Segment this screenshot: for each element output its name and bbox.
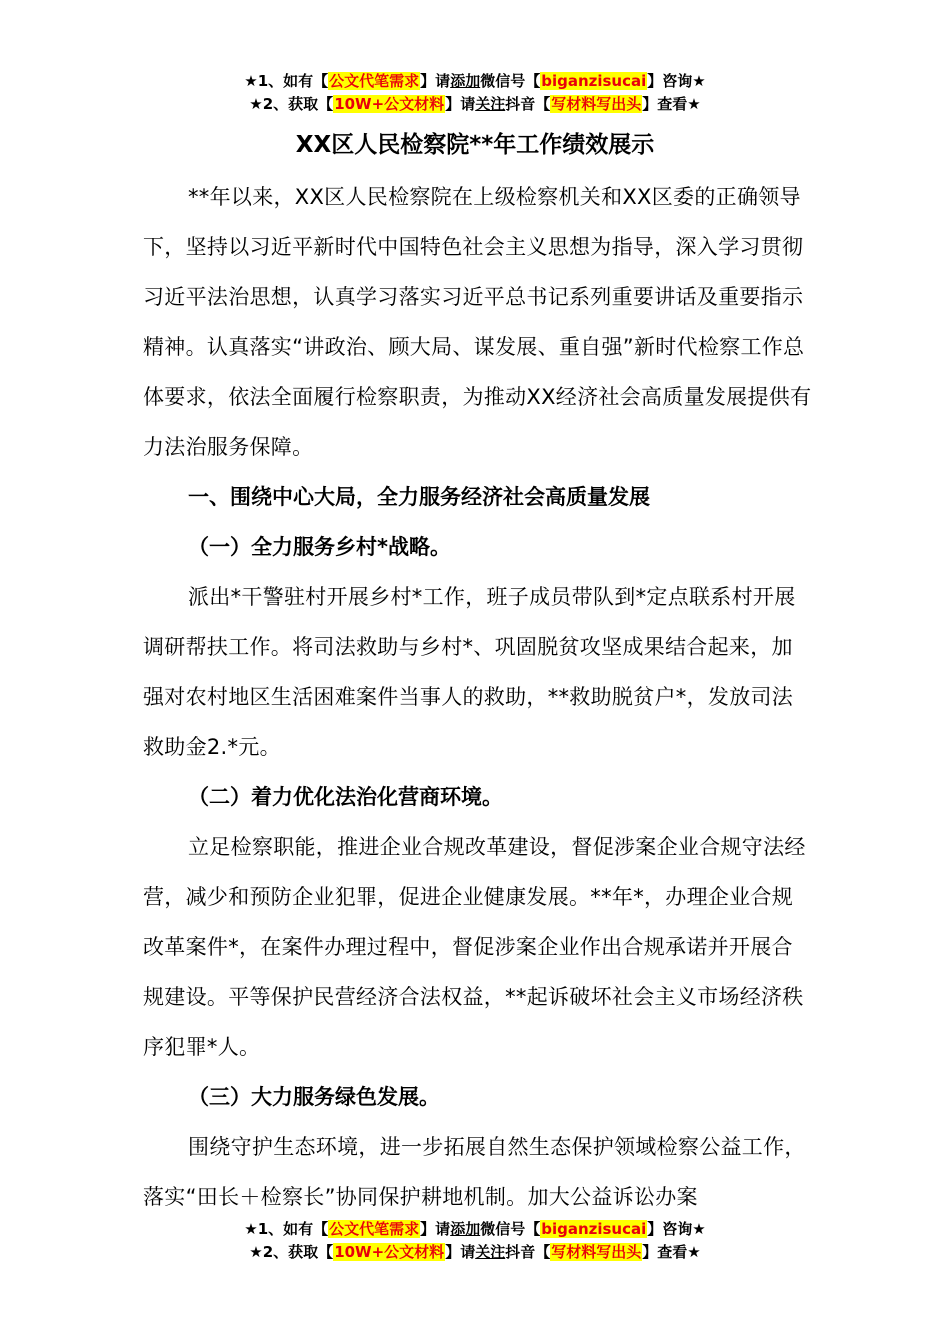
banner-text: ★2、获取【 [249, 1243, 334, 1261]
banner-text: 】咨询★ [647, 72, 706, 90]
banner-highlight: 公文代笔需求 [329, 1220, 420, 1238]
banner-line-2 [0, 93, 950, 116]
banner-text: 】查看★ [642, 1243, 701, 1261]
subsection-heading: （一）全力服务乡村*战略。 [188, 535, 451, 559]
document-body [143, 172, 813, 1222]
banner-text: 】请 [445, 1243, 476, 1261]
document-title: XX区人民检察院**年工作绩效展示 [295, 132, 655, 158]
banner-highlight: 写材料写出头 [551, 1243, 642, 1261]
subsection-heading: （三）大力服务绿色发展。 [188, 1085, 440, 1109]
subsection-paragraph: 围绕守护生态环境，进一步拓展自然生态保护领域检察公益工作，落实“田长＋检察长”协同保护耕地机制。加大公益诉讼办案 [143, 1135, 806, 1209]
banner-text: 】请 [420, 72, 451, 90]
intro-paragraph: **年以来，XX区人民检察院在上级检察机关和XX区委的正确领导下，坚持以习近平新时代中国特色社会主义思想为指导，深入学习贯彻习近平法治思想，认真学习落实习近平总书记系列重要讲话及重要指示精神。认真落实“讲政治、顾大局、谋发展、重自强”新时代检察工作总体要求，依法全面履行检察职责，为推动XX经济社会高质量发展提供有力法治服务保障。 [143, 185, 812, 459]
banner-text: 微信号【 [480, 72, 541, 90]
banner-text: ★2、获取【 [249, 95, 334, 113]
banner-underlined: 关注 [475, 1243, 506, 1261]
banner-highlight: 公文代笔需求 [329, 72, 420, 90]
banner-text: 】查看★ [642, 95, 701, 113]
banner-highlight: 10W+公文材料 [334, 1243, 445, 1261]
banner-line-1 [0, 70, 950, 93]
banner-highlight: biganzisucai [541, 72, 647, 90]
subsection-paragraph: 派出*干警驻村开展乡村*工作，班子成员带队到*定点联系村开展调研帮扶工作。将司法救助与乡村*、巩固脱贫攻坚成果结合起来，加强对农村地区生活困难案件当事人的救助，**救助脱贫户*，发放司法救助金2.*元。 [143, 585, 796, 759]
bottom-banner [0, 1218, 950, 1264]
banner-text: ★1、如有【 [244, 1220, 329, 1238]
banner-text: 】请 [420, 1220, 451, 1238]
banner-text: 微信号【 [480, 1220, 541, 1238]
banner-underlined: 添加 [450, 72, 481, 90]
top-banner [0, 70, 950, 116]
banner-text: 抖音【 [505, 1243, 551, 1261]
banner-text: 抖音【 [505, 95, 551, 113]
banner-text: ★1、如有【 [244, 72, 329, 90]
banner-text: 】咨询★ [647, 1220, 706, 1238]
banner-highlight: 写材料写出头 [551, 95, 642, 113]
banner-highlight: 10W+公文材料 [334, 95, 445, 113]
banner-line-1 [0, 1218, 950, 1241]
banner-highlight: biganzisucai [541, 1220, 647, 1238]
banner-text: 】请 [445, 95, 476, 113]
banner-underlined: 关注 [475, 95, 506, 113]
section-heading: 一、围绕中心大局，全力服务经济社会高质量发展 [188, 485, 650, 509]
banner-underlined: 添加 [450, 1220, 481, 1238]
subsection-heading: （二）着力优化法治化营商环境。 [188, 785, 503, 809]
banner-line-2 [0, 1241, 950, 1264]
subsection-paragraph: 立足检察职能，推进企业合规改革建设，督促涉案企业合规守法经营，减少和预防企业犯罪，促进企业健康发展。**年*，办理企业合规改革案件*，在案件办理过程中，督促涉案企业作出合规承诺并开展合规建设。平等保护民营经济合法权益，**起诉破坏社会主义市场经济秩序犯罪*人。 [143, 835, 806, 1059]
